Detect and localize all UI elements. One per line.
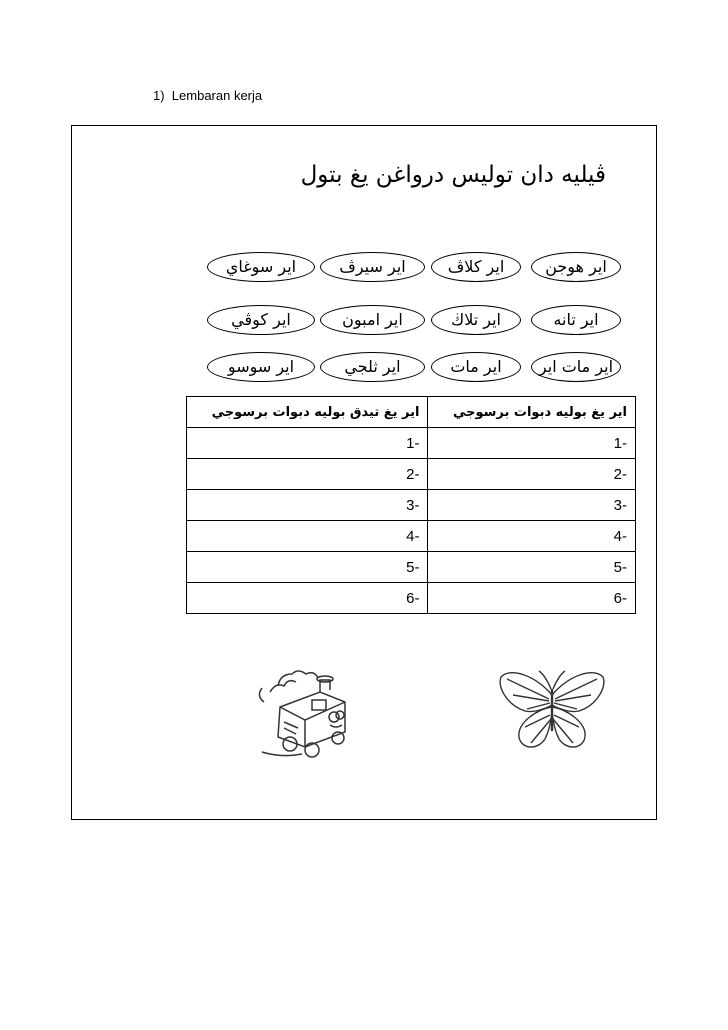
table-row: [187, 490, 636, 521]
train-illustration: [250, 662, 375, 762]
header-cannot-wudu: اير يغ تيدق بوليه دبوات برسوجي: [187, 397, 428, 428]
table-row: [187, 459, 636, 490]
choice-oval[interactable]: اير كلاڤ: [431, 252, 521, 282]
choice-oval[interactable]: اير تلاڬ: [431, 305, 521, 335]
choice-oval[interactable]: اير مات اير: [531, 352, 621, 382]
heading-number: 1): [153, 88, 165, 103]
choice-oval[interactable]: اير تانه: [531, 305, 621, 335]
answer-cell[interactable]: -5: [187, 552, 428, 583]
choice-oval[interactable]: اير ثلجي: [320, 352, 425, 382]
answer-cell[interactable]: -4: [187, 521, 428, 552]
header-can-wudu: اير يغ بوليه دبوات برسوجي: [428, 397, 636, 428]
answer-cell[interactable]: -6: [187, 583, 428, 614]
butterfly-illustration: [495, 665, 610, 757]
answer-cell[interactable]: -2: [428, 459, 636, 490]
choice-oval[interactable]: اير سيرڤ: [320, 252, 425, 282]
choice-oval[interactable]: اير سوسو: [207, 352, 315, 382]
answer-cell[interactable]: -1: [187, 428, 428, 459]
choice-oval[interactable]: اير كوڤي: [207, 305, 315, 335]
table-row: [187, 583, 636, 614]
table-row: [187, 552, 636, 583]
table-row: [187, 521, 636, 552]
answer-cell[interactable]: -4: [428, 521, 636, 552]
heading-label: Lembaran kerja: [171, 88, 263, 103]
answer-cell[interactable]: -1: [428, 428, 636, 459]
table-row: [187, 428, 636, 459]
instruction-title: ڤيليه دان توليس درواغن يغ بتول: [300, 162, 606, 188]
table-header-row: [187, 397, 636, 428]
choice-oval[interactable]: اير مات: [431, 352, 521, 382]
choice-oval[interactable]: اير امبون: [320, 305, 425, 335]
choice-oval[interactable]: اير سوغاي: [207, 252, 315, 282]
answer-cell[interactable]: -3: [428, 490, 636, 521]
worksheet-heading: [153, 88, 262, 103]
answer-cell[interactable]: -3: [187, 490, 428, 521]
answer-cell[interactable]: -5: [428, 552, 636, 583]
sorting-table: [186, 396, 636, 614]
answer-cell[interactable]: -6: [428, 583, 636, 614]
choice-oval[interactable]: اير هوجن: [531, 252, 621, 282]
answer-cell[interactable]: -2: [187, 459, 428, 490]
